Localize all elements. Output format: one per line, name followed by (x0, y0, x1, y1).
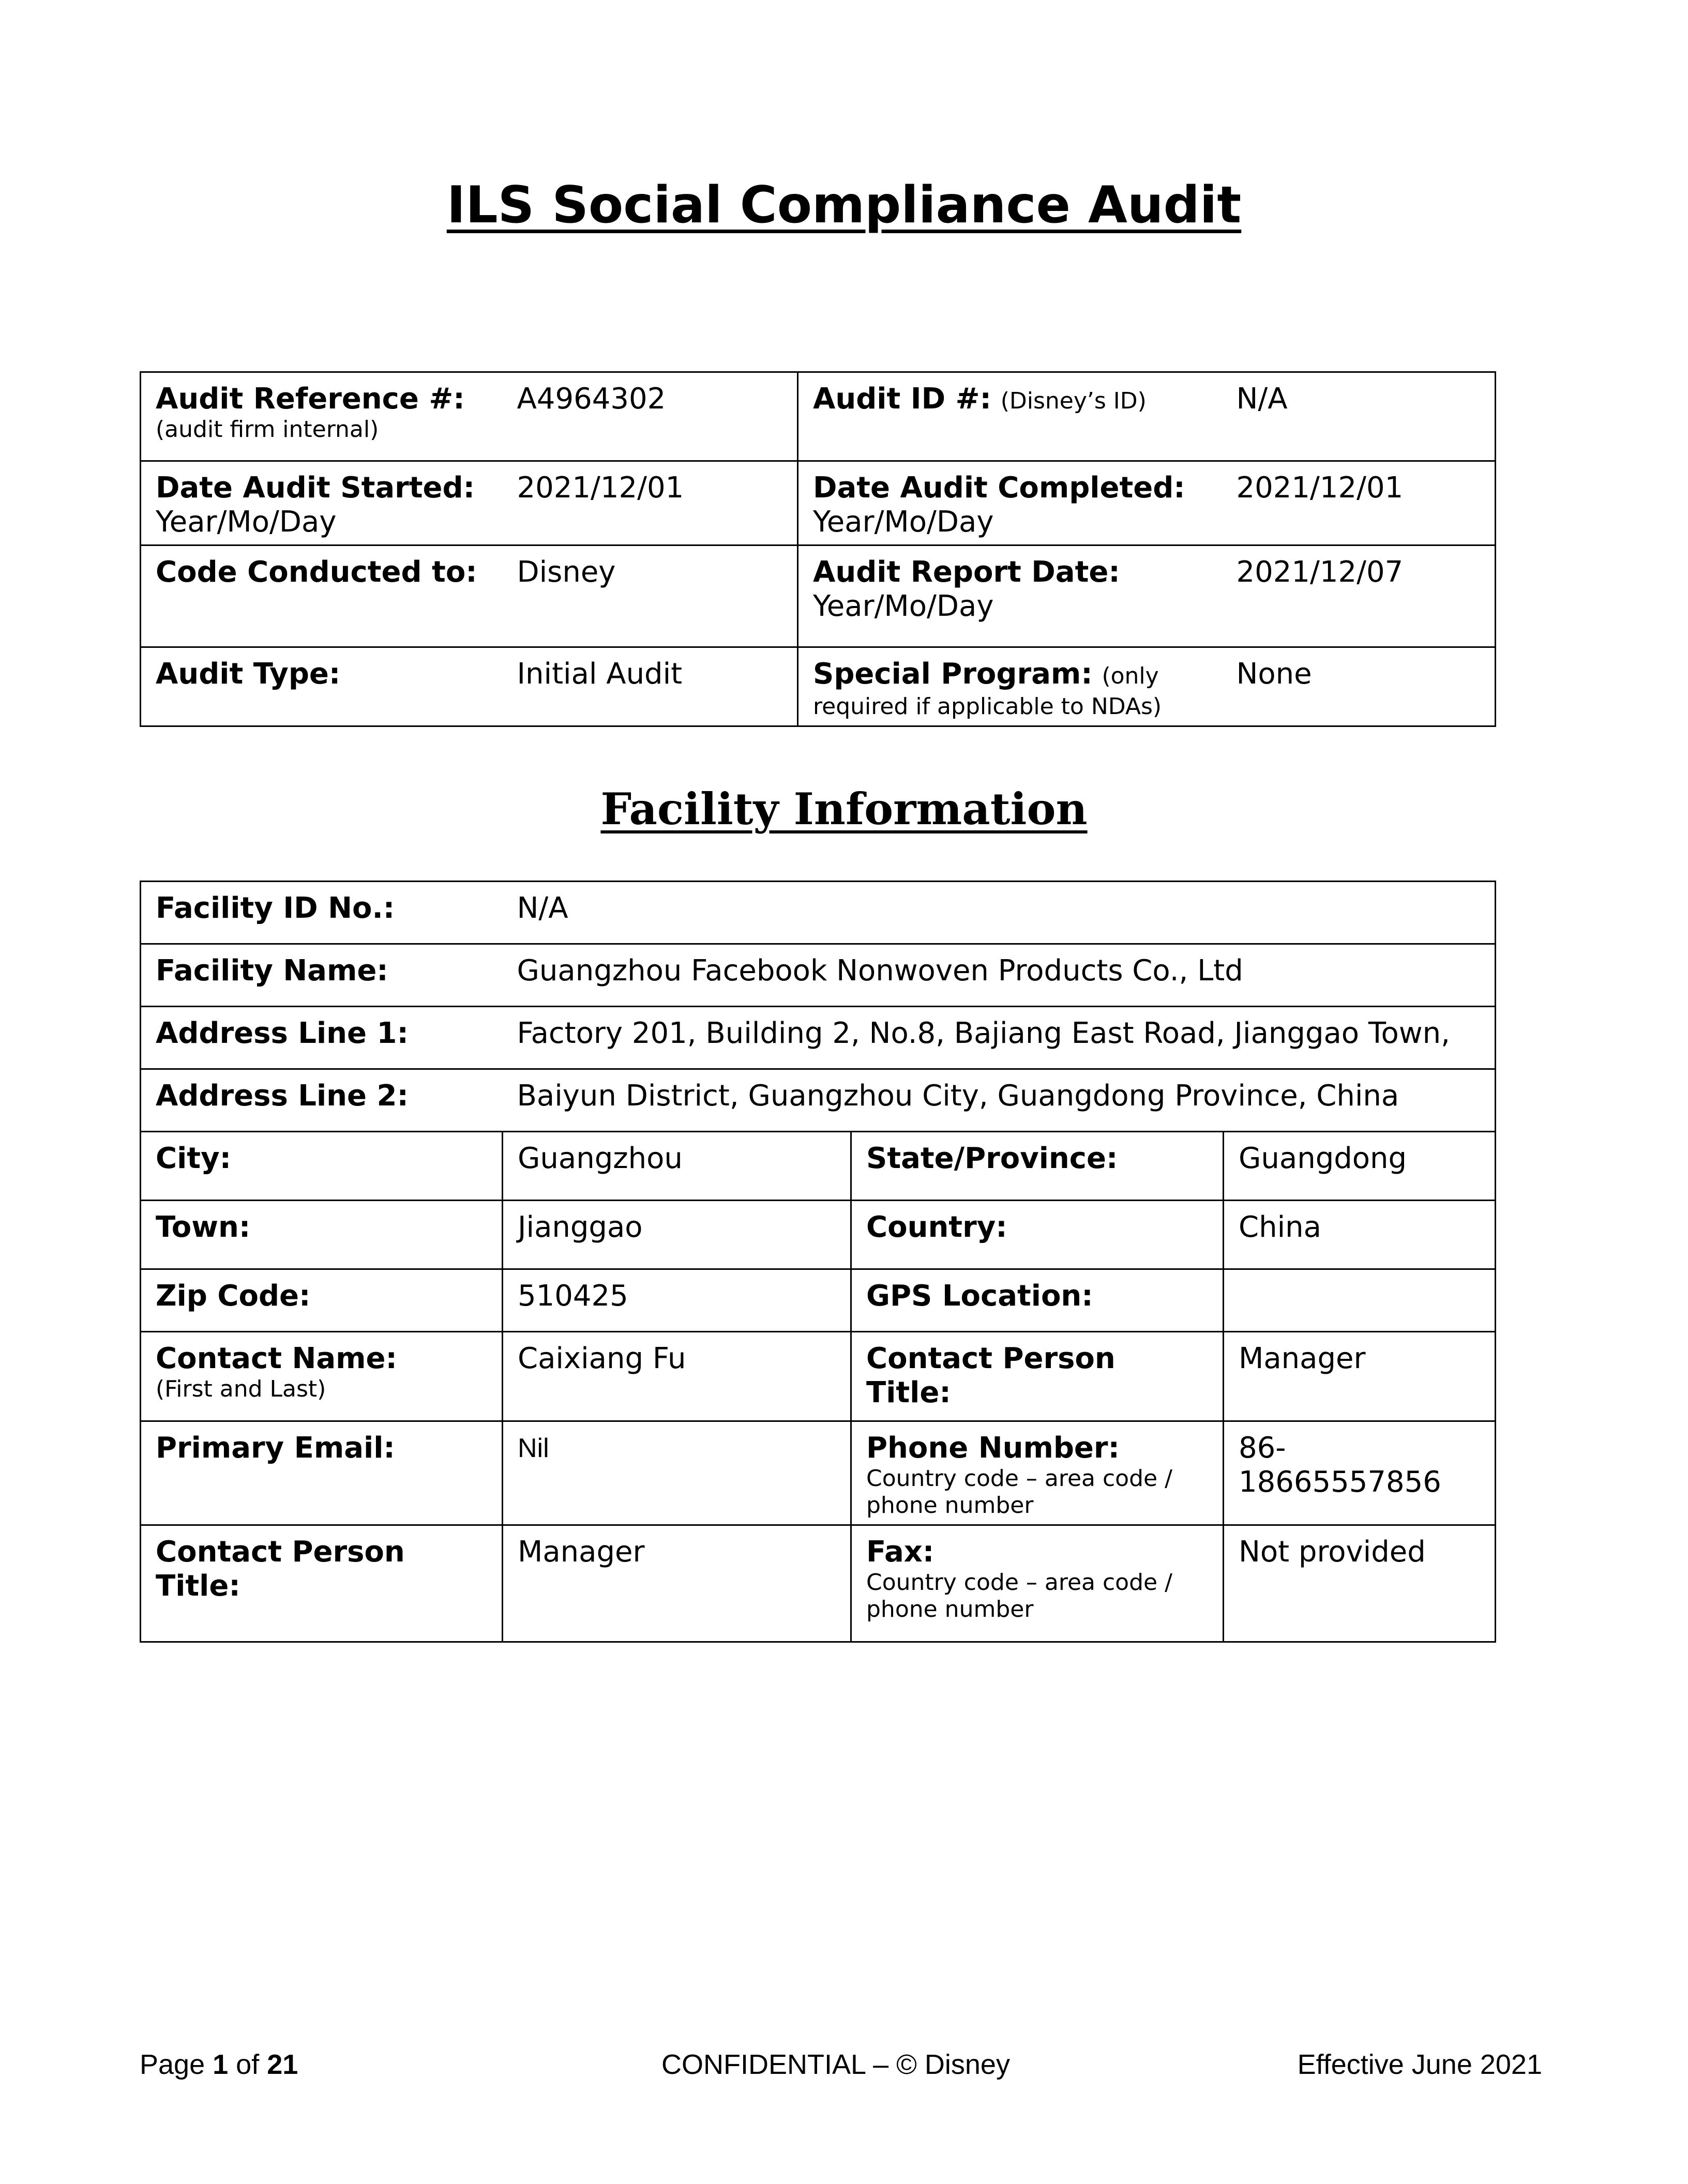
address-line1-value: Factory 201, Building 2, No.8, Bajiang East Road, Jianggao Town, (503, 1007, 1496, 1069)
audit-reference-value: A4964302 (503, 372, 798, 461)
fax-label-cell (851, 1525, 1224, 1642)
audit-row-type (141, 647, 1496, 726)
town-label-text: Town: (156, 1210, 251, 1244)
facility-name-value: Guangzhou Facebook Nonwoven Products Co., Ltd (503, 944, 1496, 1007)
gps-label-text: GPS Location: (866, 1279, 1093, 1313)
gps-value (1224, 1269, 1496, 1332)
phone-value (1224, 1421, 1496, 1525)
code-conducted-label (141, 545, 503, 647)
audit-reference-sublabel: (audit firm internal) (156, 416, 379, 443)
facility-id-value: N/A (503, 882, 1496, 944)
state-label-text: State/Province: (866, 1142, 1118, 1175)
report-date-label-cell (798, 545, 1222, 647)
date-completed-format: Year/Mo/Day (813, 505, 994, 539)
facility-name-label-text: Facility Name: (156, 954, 388, 988)
city-label-text: City: (156, 1142, 231, 1175)
date-started-label: Date Audit Started: (156, 471, 475, 505)
footer-confidential: CONFIDENTIAL – © Disney (661, 2049, 1010, 2080)
contact-name-label-cell (141, 1332, 503, 1421)
report-date-label: Audit Report Date: (813, 555, 1120, 589)
audit-type-label-text: Audit Type: (156, 657, 341, 691)
footer-page-of: of (228, 2049, 267, 2080)
audit-type-value: Initial Audit (503, 647, 798, 726)
special-program-label-cell (798, 647, 1222, 726)
facility-name-label (141, 944, 503, 1007)
facility-row-email (141, 1421, 1496, 1525)
audit-reference-label: Audit Reference #: (156, 382, 465, 416)
primary-email-value-text: Nil (518, 1433, 549, 1463)
address-line2-label (141, 1069, 503, 1132)
facility-row-address2 (141, 1069, 1496, 1132)
date-completed-label-cell (798, 461, 1222, 545)
facility-id-label-text: Facility ID No.: (156, 891, 395, 925)
primary-email-label (141, 1421, 503, 1525)
audit-id-note: (Disney’s ID) (1000, 388, 1147, 414)
contact-title2-label-text: Contact Person Title: (156, 1535, 405, 1603)
contact-title2-label (141, 1525, 503, 1642)
primary-email-label-text: Primary Email: (156, 1431, 395, 1465)
phone-label: Phone Number: (866, 1431, 1120, 1465)
phone-sublabel: Country code – area code / phone number (866, 1465, 1172, 1519)
date-started-label-cell (141, 461, 503, 545)
footer-page-prefix: Page (140, 2049, 213, 2080)
city-value: Guangzhou (503, 1132, 851, 1201)
zip-label-text: Zip Code: (156, 1279, 311, 1313)
footer-page-current: 1 (213, 2049, 229, 2080)
phone-value-line2: 18665557856 (1239, 1465, 1441, 1499)
facility-row-id (141, 882, 1496, 944)
facility-row-zip (141, 1269, 1496, 1332)
address-line1-label-text: Address Line 1: (156, 1017, 409, 1050)
audit-id-label-cell (798, 372, 1222, 461)
phone-value-line1: 86- (1239, 1431, 1286, 1465)
audit-row-reference (141, 372, 1496, 461)
city-label (141, 1132, 503, 1201)
address-line2-label-text: Address Line 2: (156, 1079, 409, 1113)
facility-row-address1 (141, 1007, 1496, 1069)
special-program-note: (only (1102, 663, 1159, 689)
fax-value: Not provided (1224, 1525, 1496, 1642)
state-label (851, 1132, 1224, 1201)
footer-page-total: 21 (267, 2049, 298, 2080)
country-value: China (1224, 1201, 1496, 1269)
date-started-value: 2021/12/01 (503, 461, 798, 545)
country-label (851, 1201, 1224, 1269)
audit-row-dates (141, 461, 1496, 545)
facility-info-table (140, 881, 1496, 1643)
contact-title-label (851, 1332, 1224, 1421)
date-started-format: Year/Mo/Day (156, 505, 337, 539)
report-date-format: Year/Mo/Day (813, 589, 994, 623)
facility-row-fax (141, 1525, 1496, 1642)
fax-sublabel: Country code – area code / phone number (866, 1569, 1172, 1622)
code-conducted-label-text: Code Conducted to: (156, 555, 477, 589)
town-value: Jianggao (503, 1201, 851, 1269)
audit-reference-label-cell (141, 372, 503, 461)
fax-label: Fax: (866, 1535, 935, 1569)
audit-id-label: Audit ID #: (813, 382, 991, 416)
phone-label-cell (851, 1421, 1224, 1525)
zip-value: 510425 (503, 1269, 851, 1332)
footer-effective-date: Effective June 2021 (1297, 2049, 1542, 2080)
contact-name-sublabel: (First and Last) (156, 1376, 326, 1402)
country-label-text: Country: (866, 1210, 1007, 1244)
audit-type-label (141, 647, 503, 726)
zip-label (141, 1269, 503, 1332)
audit-row-code (141, 545, 1496, 647)
contact-name-label: Contact Name: (156, 1342, 397, 1375)
gps-label (851, 1269, 1224, 1332)
facility-row-name (141, 944, 1496, 1007)
section-title-facility: Facility Information (600, 783, 1088, 835)
state-value: Guangdong (1224, 1132, 1496, 1201)
code-conducted-value: Disney (503, 545, 798, 647)
special-program-value: None (1222, 647, 1496, 726)
facility-row-town (141, 1201, 1496, 1269)
special-program-sublabel: required if applicable to NDAs) (813, 693, 1162, 720)
primary-email-value (503, 1421, 851, 1525)
page-title: ILS Social Compliance Audit (446, 176, 1242, 235)
town-label (141, 1201, 503, 1269)
date-completed-value: 2021/12/01 (1222, 461, 1496, 545)
facility-id-label (141, 882, 503, 944)
facility-row-city (141, 1132, 1496, 1201)
contact-title2-value: Manager (503, 1525, 851, 1642)
contact-name-value: Caixiang Fu (503, 1332, 851, 1421)
facility-row-contact (141, 1332, 1496, 1421)
date-completed-label: Date Audit Completed: (813, 471, 1185, 505)
contact-title-label-text: Contact Person Title: (866, 1342, 1116, 1409)
contact-title-value: Manager (1224, 1332, 1496, 1421)
report-date-value: 2021/12/07 (1222, 545, 1496, 647)
audit-id-value: N/A (1222, 372, 1496, 461)
audit-info-table (140, 371, 1496, 727)
special-program-label: Special Program: (813, 657, 1093, 691)
address-line1-label (141, 1007, 503, 1069)
address-line2-value: Baiyun District, Guangzhou City, Guangdong Province, China (503, 1069, 1496, 1132)
